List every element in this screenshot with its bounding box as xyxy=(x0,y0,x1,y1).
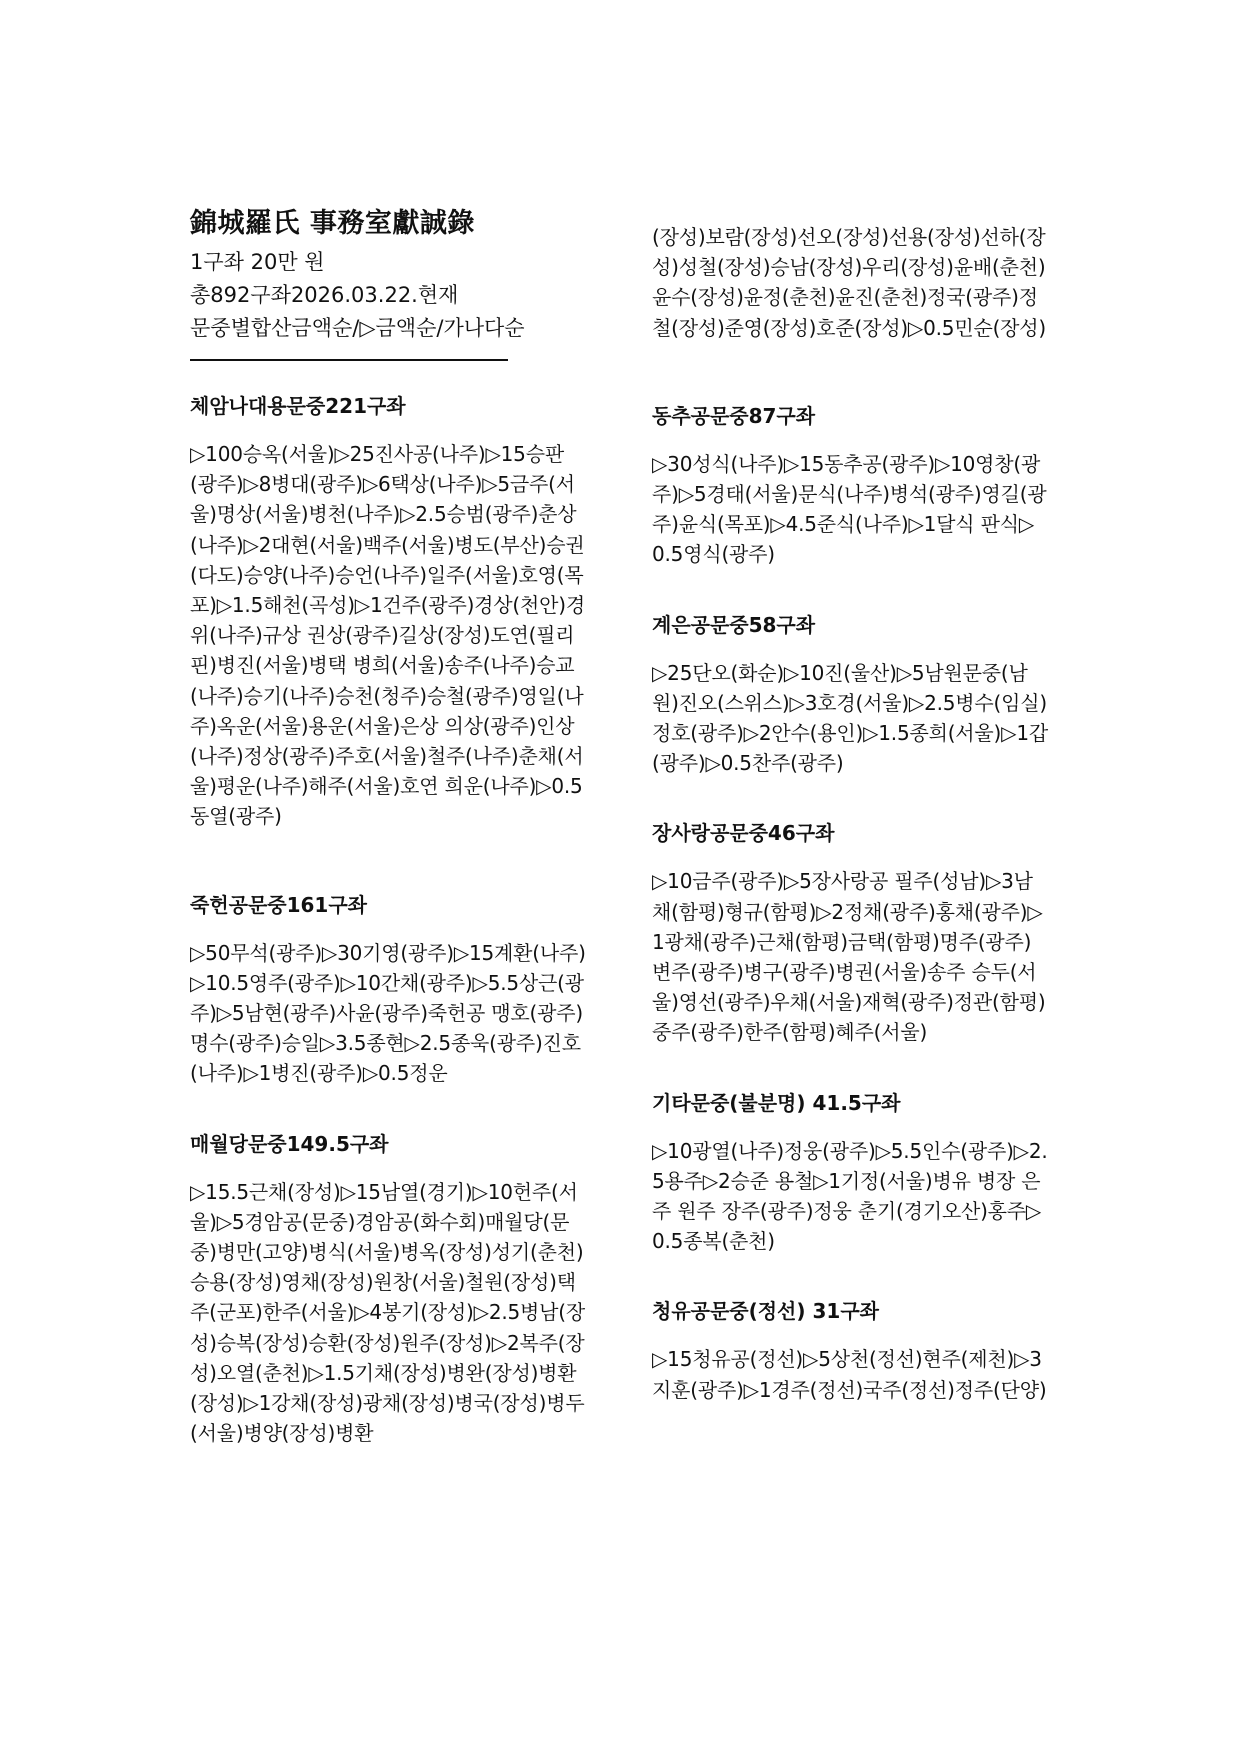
right-column xyxy=(652,222,1050,1405)
section-body: ▷25단오(화순)▷10진(울산)▷5남원문중(남원)진오(스위스)▷3호경(서울)▷2.5병수(임실)정호(광주)▷2안수(용인)▷1.5종희(서울)▷1갑(광주)▷0.5찬주(광주) xyxy=(652,660,1048,776)
title-divider xyxy=(190,359,508,361)
section-body: ▷10광열(나주)정웅(광주)▷5.5인수(광주)▷2.5용주▷2승준 용철▷1기정(서울)병유 병장 은주 원주 장주(광주)정웅 춘기(경기오산)홍주▷0.5종복(춘천) xyxy=(652,1138,1048,1254)
section-title: 체암나대용문중221구좌 xyxy=(190,394,406,418)
section-other xyxy=(652,1088,1050,1257)
section-spacer xyxy=(190,1089,590,1129)
section-spacer xyxy=(652,343,1050,401)
total-line: 총892구좌2026.03.22.현재 xyxy=(190,283,459,307)
section-title: 죽헌공문중161구좌 xyxy=(190,892,367,917)
section-title: 장사랑공문중46구좌 xyxy=(652,821,835,846)
section-body: ▷10금주(광주)▷5장사랑공 필주(성남)▷3남채(함평)형규(함평)▷2정채(광주)홍채(광주)▷1광채(광주)근채(함평)금택(함평)명주(광주)변주(광주)병구(광주)병권(서울)송주 승두(서울)영선(광주)우채(서울)재혁(광주)정관(함평)중주(광주)한주(함평)혜주(서울) xyxy=(652,869,1046,1045)
section-title: 동추공문중87구좌 xyxy=(652,403,816,428)
section-dongchu xyxy=(652,401,1050,570)
section-geeun xyxy=(652,610,1050,779)
section-title: 기타문중(불분명) 41.5구좌 xyxy=(652,1090,901,1115)
section-maewoldang xyxy=(190,1129,590,1449)
section-body: ▷50무석(광주)▷30기영(광주)▷15계환(나주)▷10.5영주(광주)▷10간채(광주)▷5.5상근(광주)▷5남현(광주)사윤(광주)죽헌공 맹호(광주)명수(광주)승일▷3.5종현▷2.5종욱(광주)진호(나주)▷1병진(광주)▷0.5정운 xyxy=(190,940,586,1086)
left-column xyxy=(190,206,590,1448)
section-title: 청유공문중(정선) 31구좌 xyxy=(652,1299,879,1324)
section-body: ▷15.5근채(장성)▷15남열(경기)▷10헌주(서울)▷5경암공(문중)경암공(화수회)매월당(문중)병만(고양)병식(서울)병옥(장성)성기(춘천)승용(장성)영채(장성)원창(서울)철원(장성)택주(군포)한주(서울)▷4봉기(장성)▷2.5병남(장성)승복(장성)승환(장성)원주(장성)▷2복주(장성)오열(춘천)▷1.5기채(장성)병완(장성)병환(장성)▷1강채(장성)광채(장성)병국(장성)병두(서울)병양(장성)병환 xyxy=(190,1179,585,1446)
section-jukheon xyxy=(190,890,590,1089)
section-spacer xyxy=(652,1256,1050,1296)
section-spacer xyxy=(190,832,590,890)
unit-line: 1구좌 20만 원 xyxy=(190,250,325,274)
section-cheongyu xyxy=(652,1296,1050,1404)
section-continued-body: (장성)보람(장성)선오(장성)선용(장성)선하(장성)성철(장성)승남(장성)우리(장성)윤배(춘천)윤수(장성)윤정(춘천)윤진(춘천)정국(광주)정철(장성)준영(장성)호준(장성)▷0.5민순(장성) xyxy=(652,225,1047,340)
section-spacer xyxy=(652,778,1050,818)
document-title: 錦城羅氏 事務室獻誠錄 xyxy=(190,208,475,239)
section-spacer xyxy=(652,570,1050,610)
section-body: ▷100승옥(서울)▷25진사공(나주)▷15승판(광주)▷8병대(광주)▷6택상(나주)▷5금주(서울)명상(서울)병천(나주)▷2.5승범(광주)춘상(나주)▷2대현(서울)백주(서울)병도(부산)승권(다도)승양(나주)승언(나주)일주(서울)호영(목포)▷1.5해천(곡성)▷1건주(광주)경상(천안)경위(나주)규상 권상(광주)길상(장성)도연(필리핀)병진(서울)병택 병희(서울)송주(나주)승교(나주)승기(나주)승천(청주)승철(광주)영일(나주)옥운(서울)용운(서울)은상 의상(광주)인상(나주)정상(광주)주호(서울)철주(나주)춘채(서울)평운(나주)해주(서울)호연 희운(나주)▷0.5동열(광주) xyxy=(190,442,585,829)
section-title: 매월당문중149.5구좌 xyxy=(190,1131,389,1156)
section-body: ▷15청유공(정선)▷5상천(정선)현주(제천)▷3지훈(광주)▷1경주(정선)국주(정선)정주(단양) xyxy=(652,1347,1047,1402)
section-body: ▷30성식(나주)▷15동추공(광주)▷10영창(광주)▷5경태(서울)문식(나주)병석(광주)영길(광주)윤식(목포)▷4.5준식(나주)▷1달식 판식▷0.5영식(광주) xyxy=(652,451,1047,567)
section-title: 계은공문중58구좌 xyxy=(652,612,816,637)
section-cheam xyxy=(190,391,590,832)
order-line: 문중별합산금액순/▷금액순/가나다순 xyxy=(190,316,525,340)
section-jangsarang xyxy=(652,818,1050,1047)
section-spacer xyxy=(652,1048,1050,1088)
